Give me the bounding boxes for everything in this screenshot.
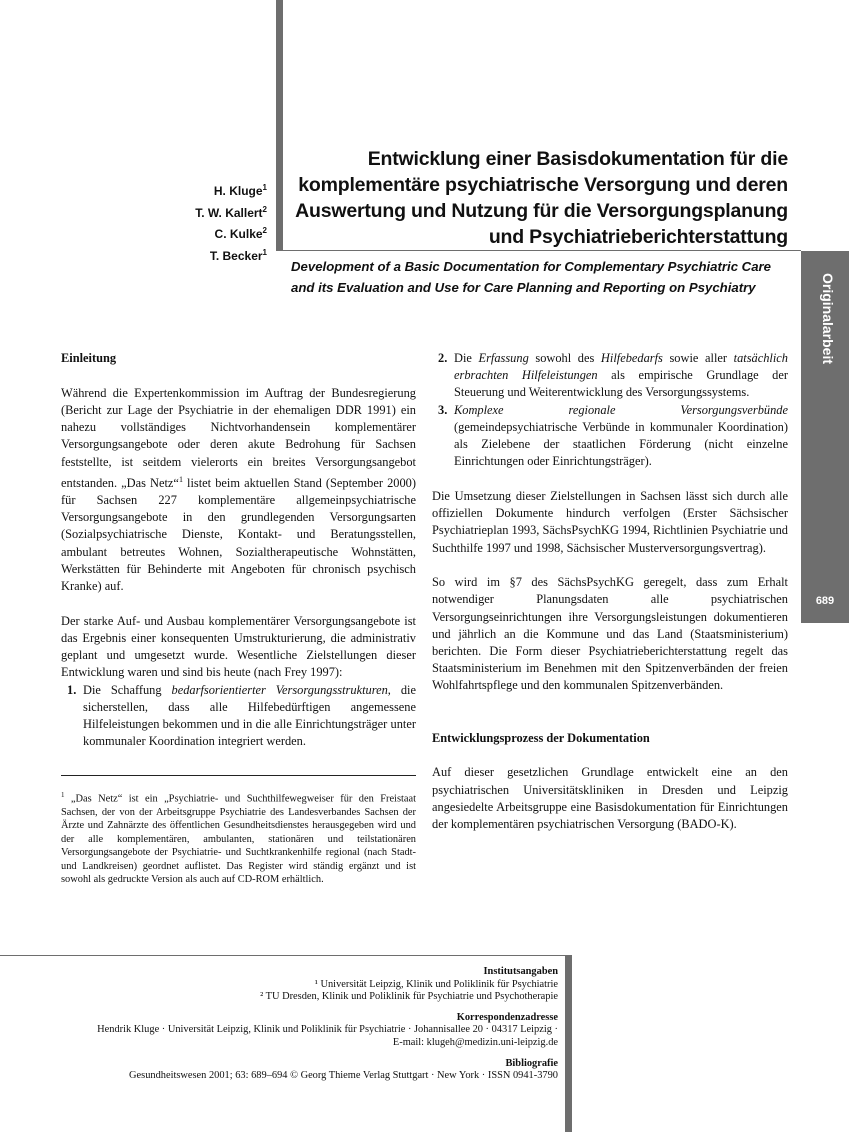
author: T. Becker$^1$	[209, 247, 267, 263]
numbered-list	[432, 350, 788, 470]
page-number: 689	[815, 595, 835, 607]
author-list	[150, 179, 267, 265]
list-item: 3. Komplexe regionale Versorgungsverbünde (gemeindepsychiatrische Verbünde in kommunaler Koordination) als Zielebene der staatlichen Förderung (nicht einzelne Einrichtungen oder Einrichtungsträger).	[438, 402, 788, 469]
title-underline	[283, 250, 801, 251]
institutions-heading: Institutsangaben	[483, 966, 558, 977]
section-label: Originalarbeit	[820, 273, 836, 365]
section-heading: Entwicklungsprozess der Dokumentation	[432, 730, 650, 745]
vertical-rule-bottom	[565, 955, 572, 1132]
section-heading: Einleitung	[61, 351, 117, 365]
paragraph: Auf dieser gesetzlichen Grundlage entwickelt eine an den psychiatrischen Universitätskliniken in Dresden und Leipzig angesiedelte Arbeitsgruppe eine Basisdokumentation für Einrichtungen der komplementären psychiatrischen Versorgung (BADO-K).	[432, 765, 788, 831]
info-top-rule	[0, 955, 572, 956]
english-title: Development of a Basic Documentation for Complementary Psychiatric Care and its Evaluation and Use for Care Planning and Reporting on Psychiatry	[291, 259, 772, 295]
author: C. Kulke$^2$	[214, 226, 267, 241]
vertical-rule-top	[276, 0, 283, 251]
right-column	[432, 350, 788, 833]
institution: ² TU Dresden, Klinik und Poliklinik für Psychiatrie und Psychotherapie	[260, 991, 558, 1003]
author: H. Kluge$^1$	[213, 183, 267, 198]
paragraph: Der starke Auf- und Ausbau komplementärer Versorgungsangebote ist das Ergebnis einer konsequenten Umstrukturierung, die administrativ geplant und umgesetzt wurde. Wesentliche Zielstellungen dieser Entwicklung waren und sind bis heute (nach Frey 1997):	[61, 613, 416, 680]
author: T. W. Kallert$^2$	[195, 204, 267, 220]
bibliography: Gesundheitswesen 2001; 63: 689–694 © Georg Thieme Verlag Stuttgart · New York · ISSN 0941-3790	[129, 1070, 558, 1082]
left-column	[61, 350, 416, 750]
correspondence-email: E-mail: klugeh@medizin.uni-leipzig.de	[392, 1036, 558, 1048]
numbered-list	[61, 682, 416, 751]
article-info	[20, 966, 558, 1083]
bibliography-heading: Bibliografie	[505, 1057, 558, 1069]
paragraph: Die Umsetzung dieser Zielstellungen in Sachsen lässt sich durch alle offiziellen Dokumente hindurch verfolgen (Erster Sächsischer Psychiatrieplan 1993, SächsPsychKG 1994, Richtlinien Psychiatrie und Suchthilfe 1997 und 1998, Sächsischer Musterversorgungsvertrag).	[432, 488, 788, 555]
list-item: 2. Die Erfassung sowohl des Hilfebedarfs sowie aller tatsächlich erbrachten Hilfeleistungen als empirische Grundlage der Steuerung und Weiterentwicklung des Versorgungssystems.	[438, 351, 788, 400]
correspondence-address: Hendrik Kluge · Universität Leipzig, Klinik und Poliklinik für Psychiatrie · Johannisallee 20 · 04317 Leipzig ·	[97, 1024, 558, 1036]
institution: ¹ Universität Leipzig, Klinik und Poliklinik für Psychiatrie	[314, 978, 558, 990]
paragraph: So wird im §7 des SächsPsychKG geregelt, dass zum Erhalt notwendiger Planungsdaten alle psychiatrischen Versorgungseinrichtungen ihre Versorgungsleistungen dokumentieren und jährlich an die Kommune und das Land (Staatsministerium) berichten. Die Form dieser Psychiatrieberichterstattung regelt das Staatsministerium im Benehmen mit den Spitzenverbänden der freien Wohlfahrtspflege und den kommunalen Spitzenverbänden.	[432, 575, 788, 693]
section-side-tab	[801, 251, 849, 623]
footnote: $^1$ „Das Netz“ ist ein „Psychiatrie- und Suchthilfewegweiser für den Freistaat Sachsen, der von der Arbeitsgruppe Psychiatrie des Landesverbandes Sachsen der Ärzte und Zahnärzte des öffentlichen Gesundheitsdienstes herausgegeben wird und der alle komplementären, ambulanten, stationären und teilstationären Versorgungsangebote der Psychiatrie- und Suchtkrankenhilfe regional (nach Stadt- und Landkreisen) geordnet auflistet. Das Register wird ständig ergänzt und ist sowohl als gedruckte Version als auch auf CD-ROM erhältlich.	[61, 791, 416, 885]
footnote-rule	[61, 775, 416, 776]
article-title: Entwicklung einer Basisdokumentation für die komplementäre psychiatrische Versorgung und deren Auswertung und Nutzung für die Versorgungsplanung und Psychiatrieberichterstattung	[295, 148, 788, 248]
list-item: 1. Die Schaffung bedarfsorientierter Versorgungsstrukturen, die sicherstellen, dass alle Hilfebedürftigen angemessene Hilfeleistungen bekommen und in die alle Einrichtungsträger unter kommunaler Koordination integriert werden.	[67, 682, 416, 749]
correspondence-heading: Korrespondenzadresse	[456, 1011, 558, 1023]
paragraph: Während die Expertenkommission im Auftrag der Bundesregierung (Bericht zur Lage der Psychiatrie in der ehemaligen DDR 1991) ein nahezu vollständiges Nichtvorhandensein komplementärer Versorgungsangebote oder deren akute Bedrohung für Sachsen feststellte, ist seitdem vielerorts ein breites Versorgungsangebot entstanden. „Das Netz“$^1$ listet beim aktuellen Stand (September 2000) für Sachsen 227 komplementäre allgemeinpsychiatrische Versorgungsangebote in den grundlegenden Versorgungsarten (Sozialpsychiatrische Dienste, Kontakt- und Beratungsstellen, ambulant betreutes Wohnen, Sozialtherapeutische Wohnstätten, Werkstätten für Behinderte mit Angeboten für chronisch psychisch Kranke) auf.	[61, 385, 416, 594]
